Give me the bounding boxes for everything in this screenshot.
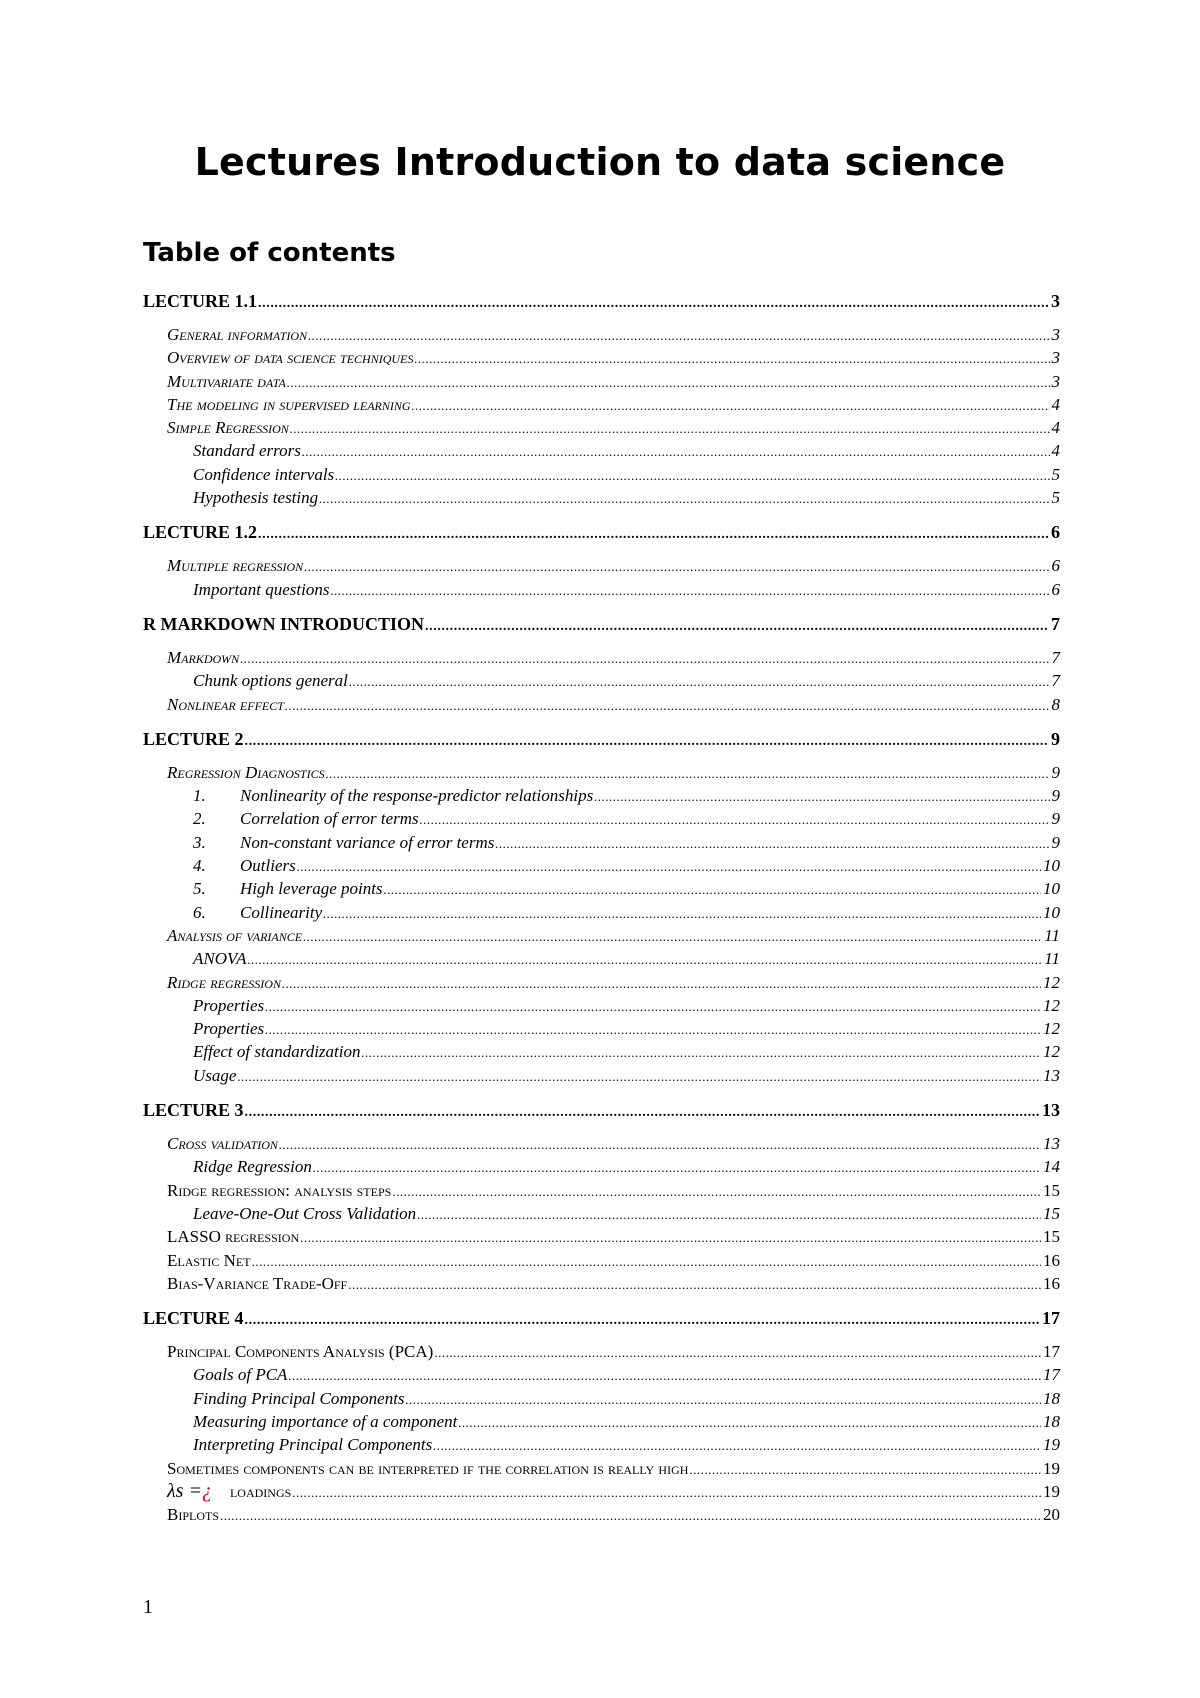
dot-leader xyxy=(308,323,1049,347)
toc-page-number: 10 xyxy=(1043,856,1060,876)
toc-entry-lecture-1-1[interactable] xyxy=(143,288,1060,314)
toc-entry[interactable] xyxy=(143,669,1060,692)
toc-label: Analysis of variance xyxy=(167,925,303,945)
formula xyxy=(167,1480,230,1502)
toc-label: Correlation of error terms xyxy=(240,809,419,829)
toc-entry[interactable] xyxy=(143,924,1060,947)
dot-leader xyxy=(434,1340,1041,1364)
toc-page-number: 3 xyxy=(1051,371,1060,391)
dot-leader xyxy=(302,439,1050,463)
toc-page-number: 14 xyxy=(1043,1157,1060,1177)
toc-page-number: 15 xyxy=(1043,1227,1060,1247)
toc-label: Effect of standardization xyxy=(193,1042,361,1062)
toc-entry[interactable] xyxy=(143,578,1060,601)
toc-label: General information xyxy=(167,325,308,344)
toc-label: Sometimes components can be interpreted if the correlation is really high xyxy=(167,1458,689,1478)
toc-item-number: 3. xyxy=(193,832,206,852)
toc-entry-lecture-3[interactable] xyxy=(143,1097,1060,1123)
toc-entry-formula[interactable] xyxy=(143,1480,1060,1503)
toc-page-number: 16 xyxy=(1043,1250,1060,1270)
toc-page-number: 8 xyxy=(1051,694,1060,714)
toc-page-number: 9 xyxy=(1051,786,1060,806)
toc-page-number: 11 xyxy=(1044,925,1060,945)
toc-page-number: 19 xyxy=(1043,1458,1060,1478)
toc-label: Collinearity xyxy=(240,902,323,922)
toc-page-number: 4 xyxy=(1051,394,1060,414)
toc-label: Overview of data science techniques xyxy=(167,348,414,368)
toc-page-number: 7 xyxy=(1051,613,1060,634)
toc-page-number: 7 xyxy=(1051,647,1060,667)
dot-leader xyxy=(285,693,1050,717)
toc-label: Leave-One-Out Cross Validation xyxy=(193,1203,417,1223)
toc-label: Multivariate data xyxy=(167,371,286,391)
dot-leader xyxy=(326,761,1050,785)
toc-section-lecture-4 xyxy=(143,1305,1060,1526)
toc-entry[interactable] xyxy=(143,994,1060,1017)
toc-heading: Table of contents xyxy=(143,238,396,268)
toc-label: R MARKDOWN INTRODUCTION xyxy=(143,613,425,634)
toc-page-number: 15 xyxy=(1043,1203,1060,1223)
toc-entry-numbered[interactable] xyxy=(143,807,1060,830)
dot-leader xyxy=(297,854,1041,878)
toc-label: Regression Diagnostics xyxy=(167,762,325,782)
toc-label: LASSO regression xyxy=(167,1227,300,1247)
toc-page-number: 6 xyxy=(1051,579,1060,599)
toc-entry[interactable] xyxy=(143,947,1060,970)
toc-label: Markdown xyxy=(167,647,240,667)
dot-leader xyxy=(392,1179,1041,1203)
dot-leader xyxy=(594,784,1049,808)
dot-leader xyxy=(417,1202,1041,1226)
dot-leader xyxy=(319,486,1049,510)
dot-leader xyxy=(237,1064,1041,1088)
toc-item-number: 1. xyxy=(193,786,206,806)
toc-page-number: 12 xyxy=(1043,1019,1060,1039)
toc-entry[interactable] xyxy=(143,1457,1060,1480)
toc-label: Measuring importance of a component xyxy=(193,1411,458,1431)
toc-entry[interactable] xyxy=(143,1363,1060,1386)
toc-label: LECTURE 3 xyxy=(143,1100,244,1121)
dot-leader xyxy=(240,646,1049,670)
formula-symbol: ¿ xyxy=(201,1479,212,1502)
toc-item-number: 4. xyxy=(193,856,206,876)
toc-label: Elastic Net xyxy=(167,1250,251,1270)
toc-entry[interactable] xyxy=(143,1410,1060,1433)
toc-page-number: 5 xyxy=(1051,488,1060,508)
dot-leader xyxy=(348,1272,1041,1296)
toc-label: Ridge Regression xyxy=(193,1157,312,1177)
toc-label: Goals of PCA xyxy=(193,1365,288,1385)
toc-entry[interactable] xyxy=(143,1202,1060,1225)
toc-label: Confidence intervals xyxy=(193,464,335,484)
toc-label: Hypothesis testing xyxy=(193,488,319,508)
document-title: Lectures Introduction to data science xyxy=(194,140,1006,184)
toc-page-number: 7 xyxy=(1051,671,1060,691)
toc-entry[interactable] xyxy=(143,1017,1060,1040)
toc-page-number: 6 xyxy=(1051,522,1060,543)
toc-page-number: 19 xyxy=(1043,1435,1060,1455)
toc-entry[interactable] xyxy=(143,1387,1060,1410)
toc-entry[interactable] xyxy=(143,1340,1060,1363)
toc-page-number: 17 xyxy=(1042,1308,1060,1329)
dot-leader xyxy=(420,807,1050,831)
dot-leader xyxy=(258,519,1049,548)
toc-entry-numbered[interactable] xyxy=(143,854,1060,877)
dot-leader xyxy=(384,877,1041,901)
toc-entry[interactable] xyxy=(143,1503,1060,1526)
dot-leader xyxy=(313,1155,1041,1179)
toc-entry[interactable] xyxy=(143,370,1060,393)
toc-page-number: 15 xyxy=(1043,1180,1060,1200)
dot-leader xyxy=(406,1387,1041,1411)
toc-label: LECTURE 2 xyxy=(143,728,244,749)
toc-entry[interactable] xyxy=(143,346,1060,369)
toc-entry[interactable] xyxy=(143,1272,1060,1295)
toc-label: Standard errors xyxy=(193,441,301,461)
dot-leader xyxy=(245,726,1049,755)
toc-entry[interactable] xyxy=(143,393,1060,416)
dot-leader xyxy=(323,901,1041,925)
toc-entry[interactable] xyxy=(143,646,1060,669)
toc-entry[interactable] xyxy=(143,554,1060,577)
toc-label: ANOVA xyxy=(193,949,247,969)
dot-leader xyxy=(361,1040,1041,1064)
toc-label: The modeling in supervised learning xyxy=(167,394,411,414)
toc-entry[interactable] xyxy=(143,761,1060,784)
toc-entry-lecture-2[interactable] xyxy=(143,726,1060,752)
dot-leader xyxy=(349,669,1050,693)
dot-leader xyxy=(433,1433,1041,1457)
toc-entry[interactable] xyxy=(143,1179,1060,1202)
toc-page-number: 17 xyxy=(1043,1342,1060,1362)
toc-page-number: 18 xyxy=(1043,1411,1060,1431)
toc-item-number: 5. xyxy=(193,879,206,899)
toc-page-number: 3 xyxy=(1051,291,1060,311)
toc-label: Ridge regression xyxy=(167,972,281,992)
dot-leader xyxy=(304,554,1049,578)
toc-entry[interactable] xyxy=(143,486,1060,509)
toc-page-number: 13 xyxy=(1043,1065,1060,1085)
toc-page-number: 9 xyxy=(1051,728,1060,749)
toc-entry-lecture-4[interactable] xyxy=(143,1305,1060,1331)
page-number: 1 xyxy=(143,1596,153,1618)
toc-entry[interactable] xyxy=(143,1064,1060,1087)
toc-entry[interactable] xyxy=(143,323,1060,346)
toc-entry[interactable] xyxy=(143,1249,1060,1272)
formula-lambda: λs = xyxy=(167,1479,202,1502)
toc-page-number: 6 xyxy=(1051,556,1060,576)
toc-entry-numbered[interactable] xyxy=(143,901,1060,924)
toc-label: Interpreting Principal Components xyxy=(193,1435,433,1455)
toc-page-number: 13 xyxy=(1042,1100,1060,1121)
toc-page-number: 16 xyxy=(1043,1273,1060,1293)
dot-leader xyxy=(414,346,1049,370)
dot-leader xyxy=(220,1503,1041,1527)
dot-leader xyxy=(292,1480,1041,1504)
toc-label: Nonlinearity of the response-predictor relationships xyxy=(240,786,594,806)
toc-label: Properties xyxy=(193,1019,265,1039)
dot-leader xyxy=(458,1410,1041,1434)
toc-page-number: 12 xyxy=(1043,1042,1060,1062)
toc-page-number: 4 xyxy=(1051,441,1060,461)
toc-page-number: 9 xyxy=(1051,832,1060,852)
toc-entry[interactable] xyxy=(143,1155,1060,1178)
toc-label: Simple Regression xyxy=(167,418,289,438)
toc-item-number: 2. xyxy=(193,809,206,829)
toc-entry[interactable] xyxy=(143,971,1060,994)
toc-page-number: 12 xyxy=(1043,995,1060,1015)
toc-entry-numbered[interactable] xyxy=(143,877,1060,900)
toc-entry[interactable] xyxy=(143,1132,1060,1155)
toc-label: LECTURE 1.1 xyxy=(143,291,258,311)
toc-page-number: 3 xyxy=(1051,325,1060,344)
toc-page-number: 10 xyxy=(1043,902,1060,922)
toc-page-number: 3 xyxy=(1051,348,1060,368)
toc-label: Properties xyxy=(193,995,265,1015)
toc-label: Non-constant variance of error terms xyxy=(240,832,495,852)
toc-label: Chunk options general xyxy=(193,671,348,691)
toc-page-number: 17 xyxy=(1043,1365,1060,1385)
toc-label: High leverage points xyxy=(240,879,383,899)
toc-section-lecture-2 xyxy=(143,726,1060,1087)
toc-page-number: 12 xyxy=(1043,972,1060,992)
toc-entry[interactable] xyxy=(143,439,1060,462)
toc-page-number: 5 xyxy=(1051,464,1060,484)
dot-leader xyxy=(279,1132,1041,1156)
toc-label: LECTURE 1.2 xyxy=(143,522,258,543)
toc-label: Principal Components Analysis (PCA) xyxy=(167,1342,434,1362)
toc-section-r-markdown xyxy=(143,611,1060,716)
toc-entry-numbered[interactable] xyxy=(143,831,1060,854)
dot-leader xyxy=(265,994,1041,1018)
toc-entry[interactable] xyxy=(143,1433,1060,1456)
dot-leader xyxy=(330,578,1049,602)
toc-label: Finding Principal Components xyxy=(193,1388,405,1408)
dot-leader xyxy=(282,971,1041,995)
dot-leader xyxy=(290,416,1050,440)
dot-leader xyxy=(689,1457,1041,1481)
dot-leader xyxy=(258,288,1049,317)
toc-label: Outliers xyxy=(240,856,296,876)
dot-leader xyxy=(300,1225,1041,1249)
toc-label: LECTURE 4 xyxy=(143,1308,244,1329)
dot-leader xyxy=(412,393,1050,417)
dot-leader xyxy=(495,831,1049,855)
toc-entry-r-markdown[interactable] xyxy=(143,611,1060,637)
dot-leader xyxy=(288,1363,1041,1387)
toc-label: Multiple regression xyxy=(167,556,304,576)
toc-label: Important questions xyxy=(193,579,330,599)
toc-page-number: 18 xyxy=(1043,1388,1060,1408)
dot-leader xyxy=(265,1017,1041,1041)
dot-leader xyxy=(245,1305,1040,1334)
toc-section-lecture-1-2 xyxy=(143,519,1060,601)
toc-page-number: 20 xyxy=(1043,1505,1060,1525)
toc-page-number: 9 xyxy=(1051,809,1060,829)
dot-leader xyxy=(252,1249,1041,1273)
toc-label: Cross validation xyxy=(167,1134,278,1154)
table-of-contents xyxy=(143,288,1060,1536)
toc-entry[interactable] xyxy=(143,463,1060,486)
toc-page-number: 13 xyxy=(1043,1134,1060,1154)
toc-section-lecture-3 xyxy=(143,1097,1060,1295)
dot-leader xyxy=(335,463,1049,487)
dot-leader xyxy=(287,370,1050,394)
toc-section-lecture-1-1 xyxy=(143,288,1060,509)
dot-leader xyxy=(248,947,1043,971)
toc-page-number: 4 xyxy=(1051,418,1060,438)
toc-page-number: 10 xyxy=(1043,879,1060,899)
toc-label: Usage xyxy=(193,1065,237,1085)
toc-label: loadings xyxy=(229,1481,292,1501)
toc-entry[interactable] xyxy=(143,1225,1060,1248)
toc-label: Nonlinear effect xyxy=(167,694,284,714)
dot-leader xyxy=(303,924,1042,948)
toc-entry-numbered[interactable] xyxy=(143,784,1060,807)
toc-page-number: 19 xyxy=(1043,1481,1060,1501)
toc-entry[interactable] xyxy=(143,1040,1060,1063)
toc-page-number: 9 xyxy=(1051,762,1060,782)
toc-label: Biplots xyxy=(167,1505,220,1525)
toc-item-number: 6. xyxy=(193,902,206,922)
toc-entry[interactable] xyxy=(143,693,1060,716)
toc-page-number: 11 xyxy=(1044,949,1060,969)
toc-entry-lecture-1-2[interactable] xyxy=(143,519,1060,545)
dot-leader xyxy=(245,1097,1040,1126)
toc-label: Bias-Variance Trade-Off xyxy=(167,1273,348,1293)
dot-leader xyxy=(425,611,1049,640)
toc-label: Ridge regression: analysis steps xyxy=(167,1180,392,1200)
toc-entry[interactable] xyxy=(143,416,1060,439)
